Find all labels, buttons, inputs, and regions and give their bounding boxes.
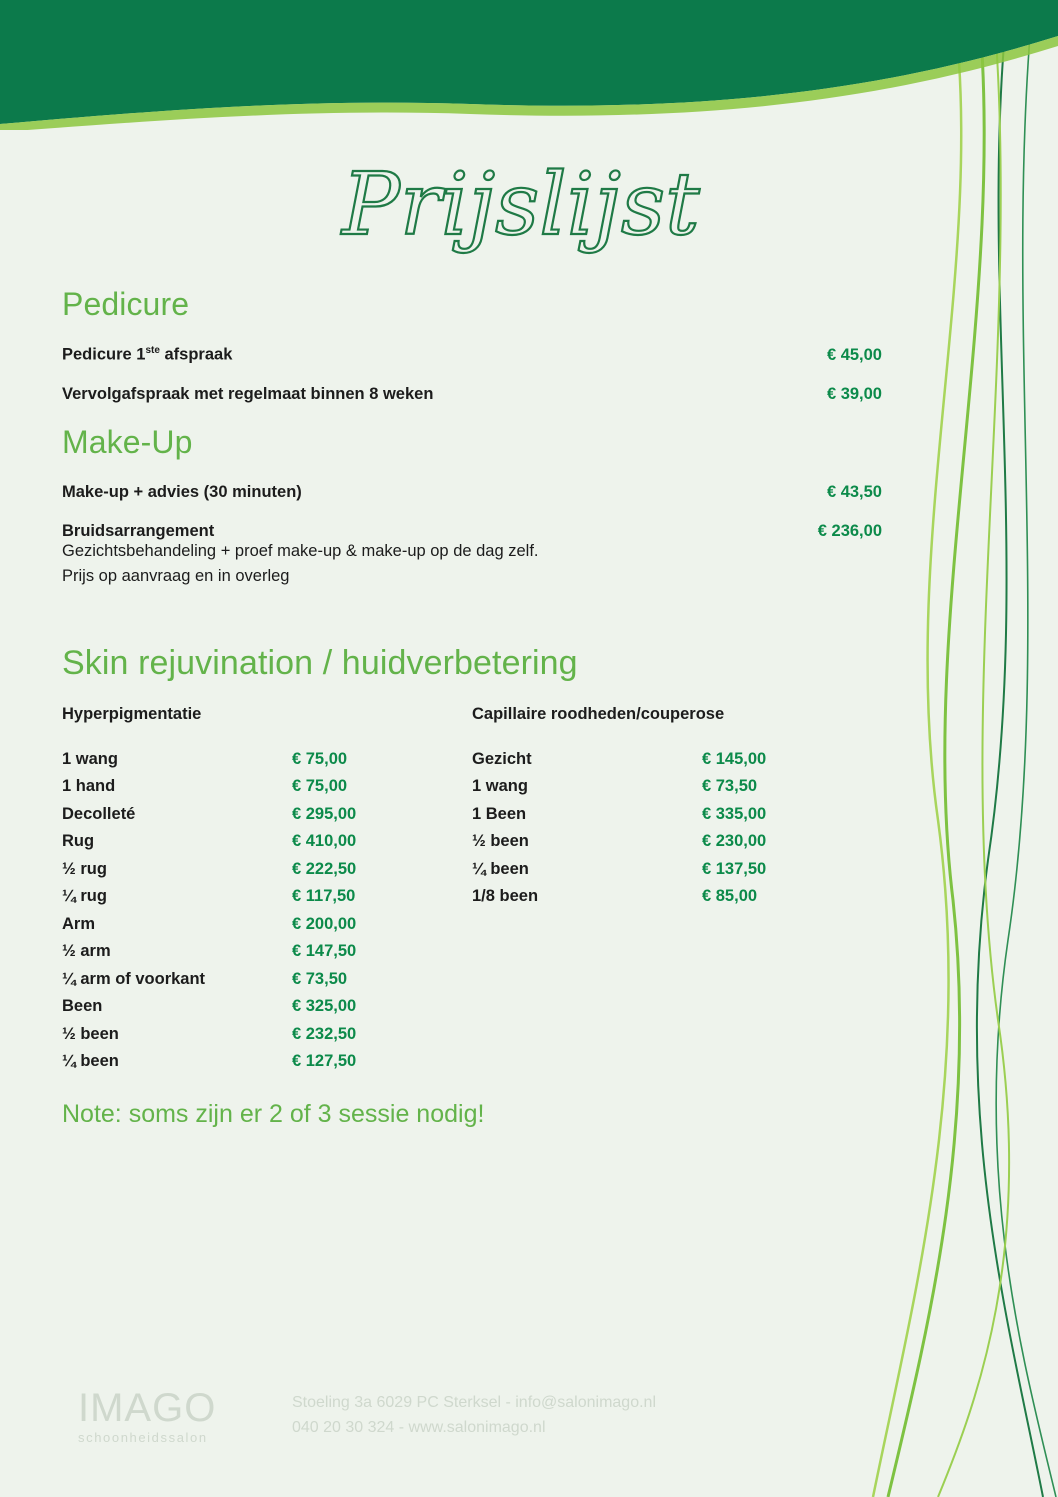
list-item bbox=[62, 1052, 472, 1071]
skin-column-header: Hyperpigmentatie bbox=[62, 704, 202, 723]
item-name: ½ been bbox=[472, 832, 529, 851]
price-row bbox=[62, 385, 882, 404]
footer-address-line: 040 20 30 324 - www.salonimago.nl bbox=[292, 1419, 546, 1437]
item-name: ¼ been bbox=[472, 859, 529, 878]
item-price: € 75,00 bbox=[292, 777, 348, 796]
item-price: € 232,50 bbox=[292, 1024, 357, 1043]
footer-address bbox=[292, 1391, 656, 1441]
price-list-content bbox=[0, 280, 940, 1129]
item-price: € 117,50 bbox=[292, 887, 356, 906]
makeup-notes bbox=[62, 539, 882, 590]
price-row-label: Make-up + advies (30 minuten) bbox=[62, 482, 302, 501]
item-name: ¼ been bbox=[62, 1052, 119, 1071]
section-heading-skin-rejuvination: Skin rejuvination / huidverbetering bbox=[62, 643, 578, 682]
skin-footnote: Note: soms zijn er 2 of 3 sessie nodig! bbox=[62, 1099, 485, 1128]
skin-price-columns bbox=[62, 705, 882, 1080]
list-item bbox=[472, 832, 882, 851]
item-name: ½ rug bbox=[62, 859, 107, 878]
item-price: € 147,50 bbox=[292, 942, 357, 961]
price-row-label: Vervolgafspraak met regelmaat binnen 8 weken bbox=[62, 384, 434, 403]
list-item bbox=[62, 970, 472, 989]
price-row bbox=[62, 483, 882, 502]
imago-logo bbox=[78, 1388, 238, 1445]
list-item bbox=[62, 1025, 472, 1044]
price-row-label: Bruidsarrangement bbox=[62, 521, 215, 540]
page-title bbox=[330, 148, 730, 268]
item-name: ½ arm bbox=[62, 942, 111, 961]
item-price: € 85,00 bbox=[702, 887, 758, 906]
item-price: € 325,00 bbox=[292, 997, 357, 1016]
section-heading-makeup: Make-Up bbox=[62, 423, 193, 460]
list-item bbox=[472, 750, 882, 769]
item-name: Gezicht bbox=[472, 749, 532, 768]
price-row-value: € 45,00 bbox=[826, 345, 882, 364]
item-price: € 335,00 bbox=[702, 804, 767, 823]
item-name: 1 wang bbox=[472, 777, 528, 796]
item-name: 1 wang bbox=[62, 749, 118, 768]
list-item bbox=[472, 805, 882, 824]
price-row-value: € 39,00 bbox=[826, 384, 882, 403]
item-price: € 137,50 bbox=[702, 859, 767, 878]
page-title-text: Prijslijst bbox=[342, 155, 700, 255]
item-price: € 295,00 bbox=[292, 804, 357, 823]
footer-address-line: Stoeling 3a 6029 PC Sterksel - info@salonimago.nl bbox=[292, 1394, 656, 1412]
price-row-label-sup: ste bbox=[145, 345, 160, 356]
item-price: € 200,00 bbox=[292, 914, 357, 933]
item-price: € 145,00 bbox=[702, 749, 767, 768]
list-item bbox=[472, 887, 882, 906]
item-price: € 73,50 bbox=[292, 969, 348, 988]
skin-column-hyperpigmentatie bbox=[62, 705, 472, 1080]
page-footer bbox=[0, 1379, 1058, 1459]
item-name: 1/8 been bbox=[472, 887, 539, 906]
list-item bbox=[62, 915, 472, 934]
skin-column-header: Capillaire roodheden/couperose bbox=[472, 704, 725, 723]
skin-column-couperose bbox=[472, 705, 882, 1080]
item-price: € 127,50 bbox=[292, 1052, 357, 1071]
item-name: ½ been bbox=[62, 1024, 119, 1043]
makeup-note-line: Gezichtsbehandeling + proef make-up & make-up op de dag zelf. bbox=[62, 541, 539, 560]
item-price: € 73,50 bbox=[702, 777, 758, 796]
item-name: 1 Been bbox=[472, 804, 527, 823]
list-item bbox=[62, 750, 472, 769]
price-row-label-post: afspraak bbox=[159, 345, 233, 364]
price-row-value: € 236,00 bbox=[817, 521, 882, 540]
list-item bbox=[62, 860, 472, 879]
item-name: Arm bbox=[62, 914, 96, 933]
list-item bbox=[62, 942, 472, 961]
list-item bbox=[472, 777, 882, 796]
price-row-label-pre: Pedicure 1 bbox=[62, 345, 146, 364]
makeup-note-line: Prijs op aanvraag en in overleg bbox=[62, 567, 290, 586]
item-name: ¼ rug bbox=[62, 887, 107, 906]
item-name: 1 hand bbox=[62, 777, 116, 796]
logo-wordmark: IMAGO bbox=[78, 1386, 217, 1430]
item-price: € 75,00 bbox=[292, 749, 348, 768]
item-price: € 230,00 bbox=[702, 832, 767, 851]
list-item bbox=[62, 887, 472, 906]
spacer bbox=[62, 590, 882, 644]
list-item bbox=[62, 805, 472, 824]
logo-tagline: schoonheidssalon bbox=[78, 1430, 208, 1445]
item-price: € 410,00 bbox=[292, 832, 357, 851]
item-name: Decolleté bbox=[62, 804, 136, 823]
item-price: € 222,50 bbox=[292, 859, 357, 878]
item-name: ¼ arm of voorkant bbox=[62, 969, 206, 988]
price-row bbox=[62, 522, 882, 541]
price-row-label bbox=[62, 345, 762, 365]
list-item bbox=[62, 777, 472, 796]
price-row-value: € 43,50 bbox=[826, 482, 882, 501]
item-name: Rug bbox=[62, 832, 95, 851]
section-heading-pedicure: Pedicure bbox=[62, 286, 190, 322]
list-item bbox=[62, 832, 472, 851]
list-item bbox=[62, 997, 472, 1016]
price-row bbox=[62, 345, 882, 365]
list-item bbox=[472, 860, 882, 879]
item-name: Been bbox=[62, 997, 103, 1016]
